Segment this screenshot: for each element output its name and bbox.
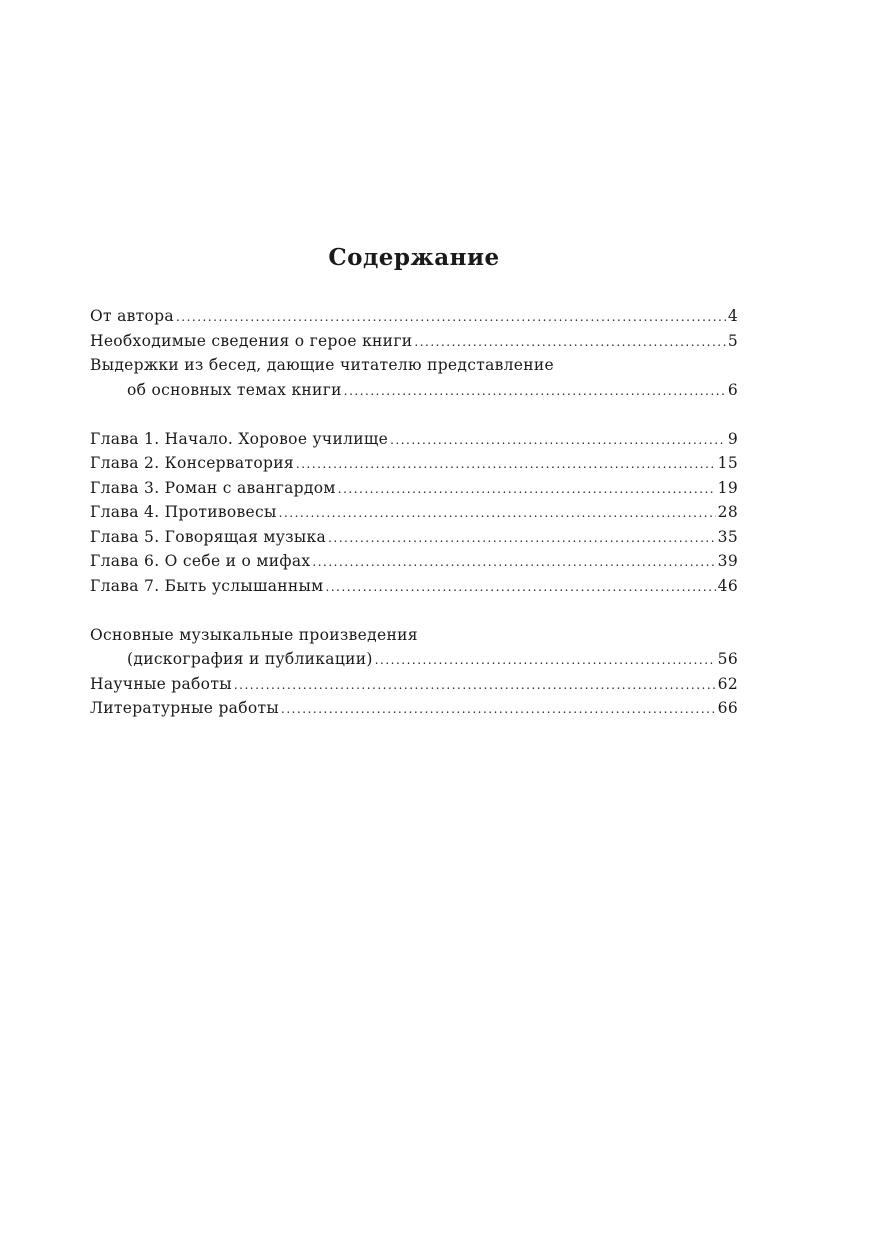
chapter-label: Глава 4. Противовесы xyxy=(90,503,277,521)
chapter-entry xyxy=(90,574,738,599)
toc-entry-page: 6 xyxy=(727,380,738,399)
dot-leader xyxy=(338,477,716,502)
toc-entry-page: 62 xyxy=(717,674,738,693)
toc-entry xyxy=(90,304,738,329)
toc-entry-label-line2: об основных темах книги xyxy=(127,380,342,399)
toc-entry-page: 66 xyxy=(717,699,738,717)
dot-leader xyxy=(296,452,716,477)
chapter-page: 19 xyxy=(717,478,738,497)
chapter-label: Глава 5. Говорящая музыка xyxy=(90,527,327,546)
dot-leader xyxy=(414,330,725,355)
chapter-label: Глава 6. О себе и о мифах xyxy=(90,552,311,570)
toc-entry-page: 56 xyxy=(717,650,738,668)
chapter-label: Глава 2. Консерватория xyxy=(90,454,294,472)
toc-entry-page: 5 xyxy=(727,331,738,350)
dot-leader xyxy=(281,697,716,722)
table-of-contents xyxy=(90,304,738,721)
chapter-page: 46 xyxy=(717,576,738,595)
toc-entry-label: Литературные работы xyxy=(90,699,279,717)
toc-entry-label: От автора xyxy=(90,307,174,325)
dot-leader xyxy=(234,673,716,698)
dot-leader xyxy=(279,501,716,526)
dot-leader xyxy=(328,526,716,551)
toc-entry-label: Необходимые сведения о герое книги xyxy=(90,331,413,350)
toc-entry xyxy=(90,672,738,697)
chapter-entry xyxy=(90,427,738,452)
page-title: Содержание xyxy=(328,244,500,271)
chapter-page: 15 xyxy=(717,454,738,472)
dot-leader xyxy=(312,550,715,575)
toc-entry xyxy=(90,647,738,672)
toc-entry-label-line1: Выдержки из бесед, дающие читателю представление xyxy=(90,356,555,374)
toc-entry-label-line2: (дискография и публикации) xyxy=(127,650,373,668)
dot-leader xyxy=(390,428,726,453)
dot-leader xyxy=(176,305,726,330)
section-spacer xyxy=(90,598,738,623)
chapter-page: 28 xyxy=(717,503,738,521)
dot-leader xyxy=(344,379,726,404)
dot-leader xyxy=(326,575,716,600)
toc-entry-label-line1: Основные музыкальные произведения xyxy=(90,625,418,644)
section-spacer xyxy=(90,402,738,427)
chapter-entry xyxy=(90,525,738,550)
toc-entry-page: 4 xyxy=(727,307,738,325)
chapter-entry xyxy=(90,476,738,501)
chapter-page: 39 xyxy=(717,552,738,570)
chapter-entry xyxy=(90,500,738,525)
chapter-label: Глава 1. Начало. Хоровое училище xyxy=(90,429,389,448)
chapter-page: 9 xyxy=(727,429,738,448)
chapter-entry xyxy=(90,549,738,574)
chapter-label: Глава 3. Роман с авангардом xyxy=(90,478,336,497)
toc-entry-label: Научные работы xyxy=(90,674,232,693)
chapter-label: Глава 7. Быть услышанным xyxy=(90,576,324,595)
chapter-page: 35 xyxy=(717,527,738,546)
chapter-entry xyxy=(90,451,738,476)
toc-entry xyxy=(90,378,738,403)
dot-leader xyxy=(375,648,716,673)
toc-entry xyxy=(90,696,738,721)
toc-entry xyxy=(90,329,738,354)
